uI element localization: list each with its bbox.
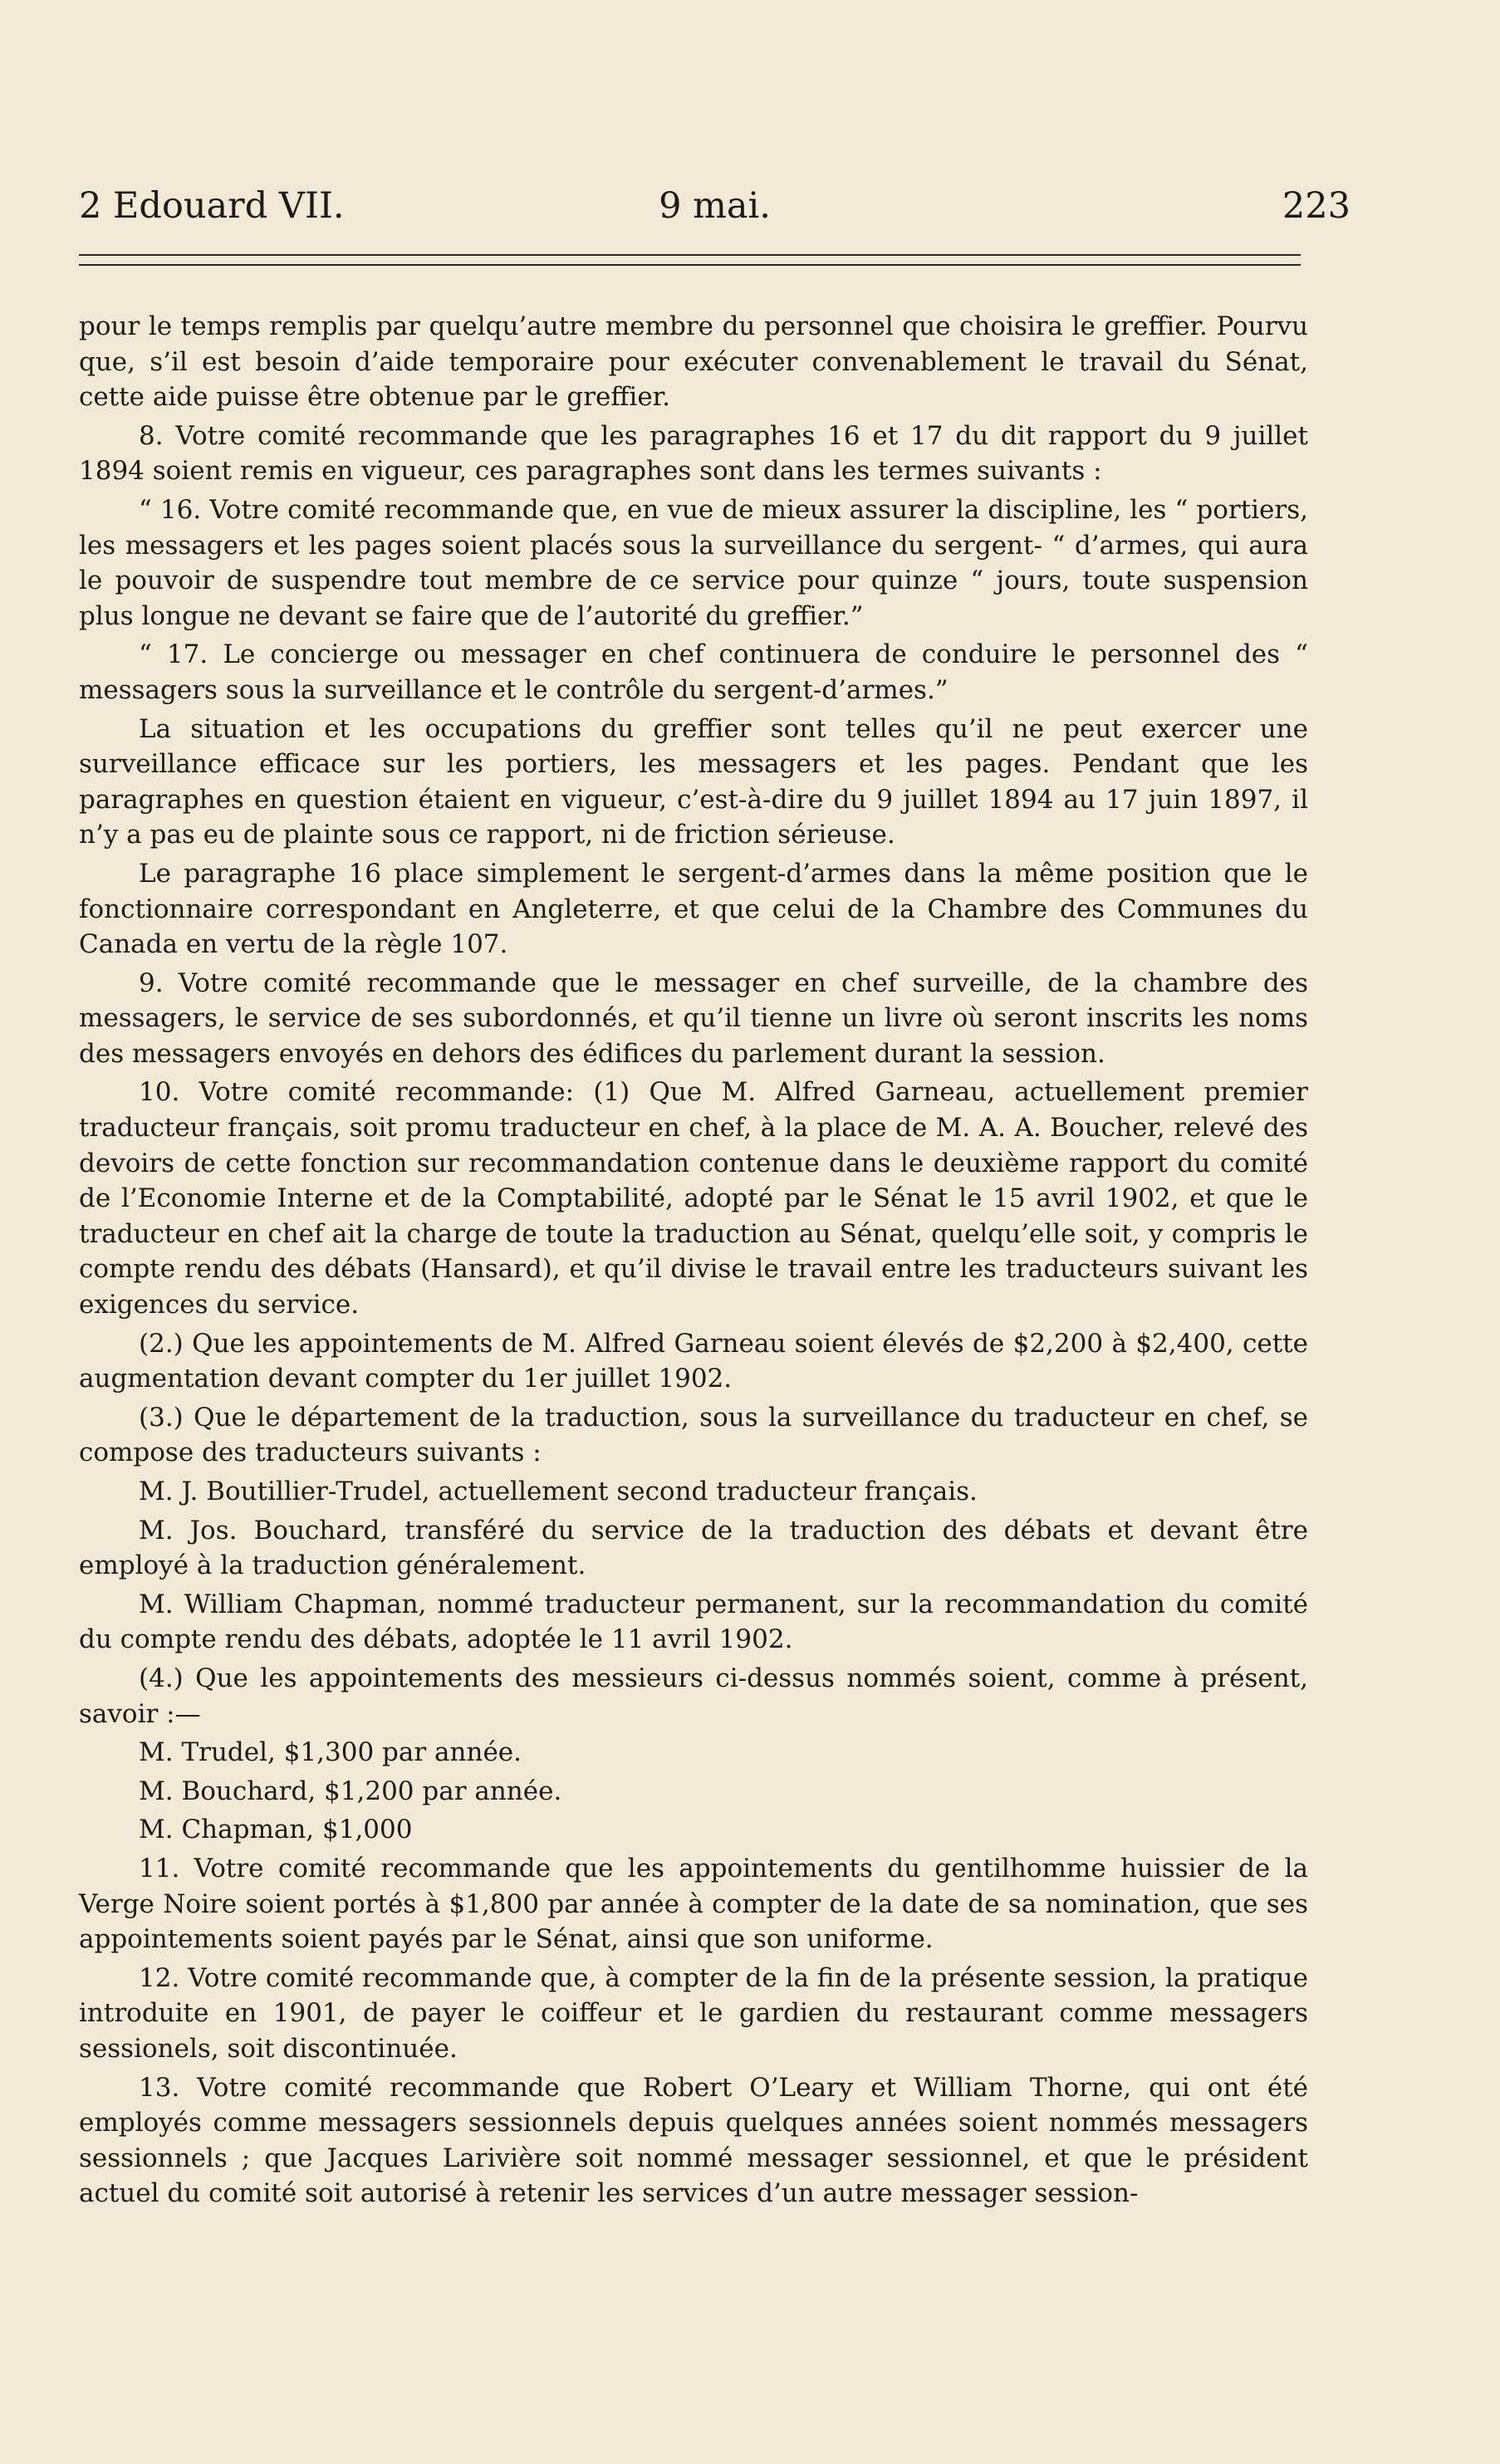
paragraph: 10. Votre comité recommande: (1) Que M. Alfred Garneau, actuellement premier traducteur français, soit promu traducteur en chef, à la place de M. A. A. Boucher, relevé des devoirs de cette fonction sur recommandation contenue dans le deuxième rapport du comité de l’Economie Interne et de la Comptabilité, adopté par le Sénat le 15 avril 1902, et que le traducteur en chef ait la charge de toute la traduction au Sénat, quelqu’elle soit, y compris le compte rendu des débats (Hansard), et qu’il divise le travail entre les traducteurs suivant les exigences du service.	[79, 1077, 1308, 1320]
paragraph: 12. Votre comité recommande que, à compter de la fin de la présente session, la pratique introduite en 1901, de payer le coiffeur et le gardien du restaurant comme messagers sessionels, soit discontinuée.	[79, 1962, 1308, 2064]
paragraph: pour le temps remplis par quelqu’autre membre du personnel que choisira le greffier. Pourvu que, s’il est besoin d’aide temporaire pour exécuter convenablement le travail du Sénat, cette aide puisse être obtenue par le greffier.	[79, 311, 1308, 413]
paragraph: 11. Votre comité recommande que les appointements du gentilhomme huissier de la Verge Noire soient portés à $1,800 par année à compter de la date de sa nomination, que ses appointements soient payés par le Sénat, ainsi que son uniforme.	[79, 1853, 1308, 1955]
header-rule-top	[79, 254, 1301, 256]
paragraph: 8. Votre comité recommande que les paragraphes 16 et 17 du dit rapport du 9 juillet 1894 soient remis en vigueur, ces paragraphes sont dans les termes suivants :	[79, 420, 1308, 487]
paragraph: (3.) Que le département de la traduction, sous la surveillance du traducteur en chef, se compose des traducteurs suivants :	[79, 1402, 1308, 1468]
paragraph: M. William Chapman, nommé traducteur permanent, sur la recommandation du comité du compte rendu des débats, adoptée le 11 avril 1902.	[79, 1589, 1308, 1655]
paragraph: M. Trudel, $1,300 par année.	[139, 1737, 522, 1768]
paragraph: M. Bouchard, $1,200 par année.	[139, 1776, 562, 1806]
paragraph: “ 17. Le concierge ou messager en chef continuera de conduire le personnel des “ messagers sous la surveillance et le contrôle du sergent-d’armes.”	[79, 639, 1308, 705]
header-rule-bottom	[79, 264, 1301, 266]
header-date: 9 mai.	[659, 185, 771, 227]
paragraph: Le paragraphe 16 place simplement le sergent-d’armes dans la même position que le fonctionnaire correspondant en Angleterre, et que celui de la Chambre des Communes du Canada en vertu de la règle 107.	[79, 858, 1308, 960]
paragraph: “ 16. Votre comité recommande que, en vue de mieux assurer la discipline, les “ portiers, les messagers et les pages soient placés sous la surveillance du sergent- “ d’armes, qui aura le pouvoir de suspendre tout membre de ce service pour quinze “ jours, toute suspension plus longue ne devant se faire que de l’autorité du greffier.”	[79, 494, 1308, 631]
paragraph: La situation et les occupations du greffier sont telles qu’il ne peut exercer une surveillance efficace sur les portiers, les messagers et les pages. Pendant que les paragraphes en question étaient en vigueur, c’est-à-dire du 9 juillet 1894 au 17 juin 1897, il n’y a pas eu de plainte sous ce rapport, ni de friction sérieuse.	[79, 713, 1308, 850]
paragraph: (2.) Que les appointements de M. Alfred Garneau soient élevés de $2,200 à $2,400, cette augmentation devant compter du 1er juillet 1902.	[79, 1328, 1308, 1394]
paragraph: M. J. Boutillier-Trudel, actuellement second traducteur français.	[139, 1477, 978, 1506]
paragraph: M. Chapman, $1,000	[139, 1815, 413, 1845]
page-number: 223	[1282, 185, 1350, 227]
paragraph: 9. Votre comité recommande que le messager en chef surveille, de la chambre des messagers, le service de ses subordonnés, et qu’il tienne un livre où seront inscrits les noms des messagers envoyés en dehors des édifices du parlement durant la session.	[79, 967, 1308, 1069]
header-session: 2 Edouard VII.	[79, 185, 345, 227]
paragraph: M. Jos. Bouchard, transféré du service de la traduction des débats et devant être employé à la traduction généralement.	[79, 1515, 1308, 1581]
body-text	[79, 309, 1308, 2215]
paragraph: 13. Votre comité recommande que Robert O’Leary et William Thorne, qui ont été employés comme messagers sessionnels depuis quelques années soient nommés messagers sessionnels ; que Jacques Larivière soit nommé messager sessionnel, et que le président actuel du comité soit autorisé à retenir les services d’un autre messager session-	[79, 2072, 1308, 2209]
running-header	[79, 181, 1350, 231]
paragraph: (4.) Que les appointements des messieurs ci-dessus nommés soient, comme à présent, savoir :—	[79, 1663, 1308, 1729]
